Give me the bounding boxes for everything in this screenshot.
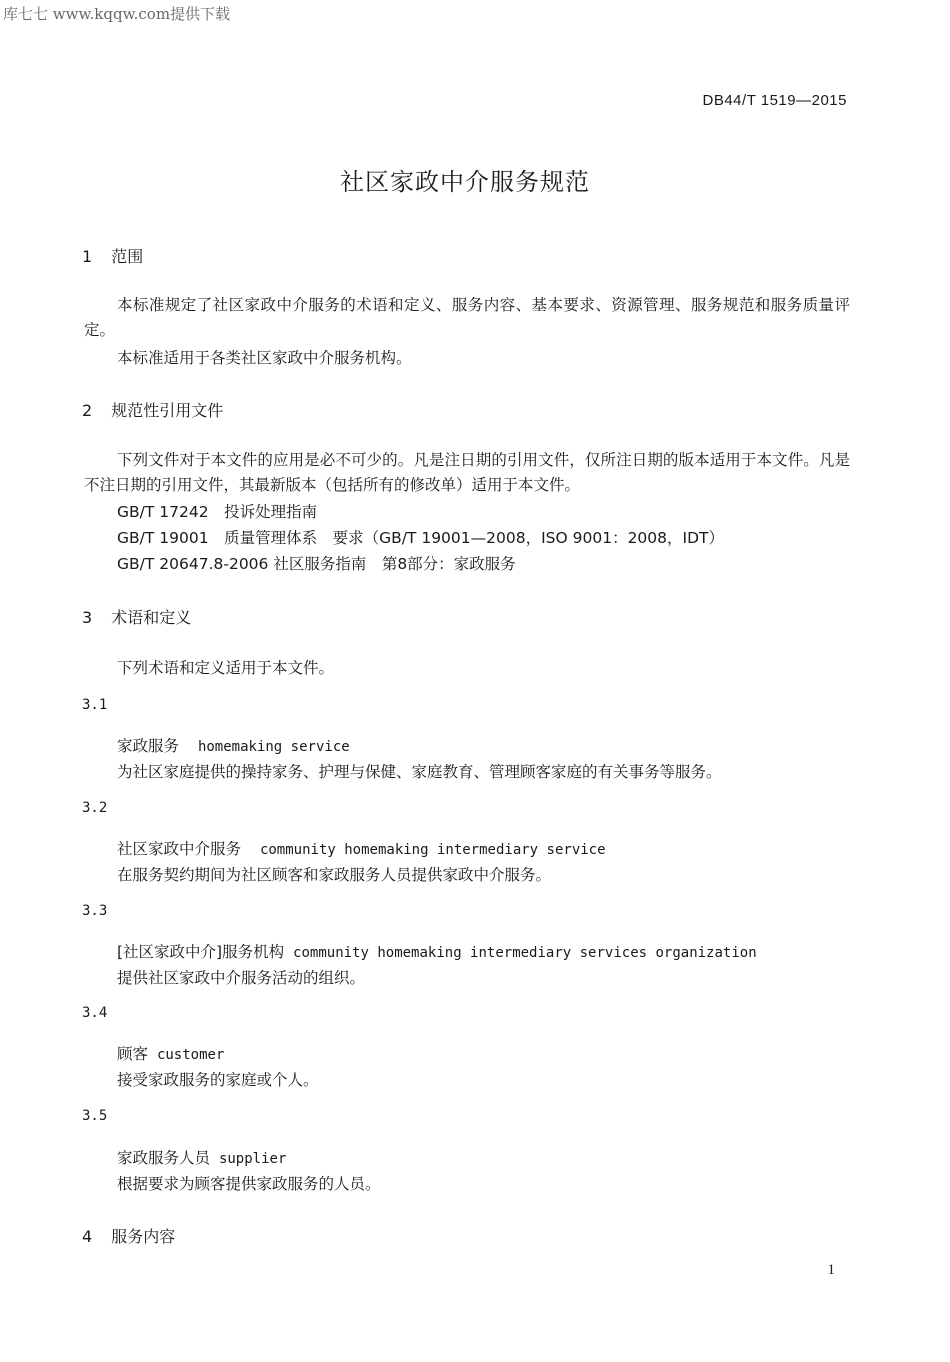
term-en: supplier <box>218 1151 287 1167</box>
term-en: homemaking service <box>197 739 350 755</box>
term-definition: 根据要求为顾客提供家政服务的人员。 <box>117 1175 381 1193</box>
reference-item: GB/T 20647.8-2006 社区服务指南 第8部分：家政服务 <box>117 555 516 573</box>
term-zh: 家政服务 <box>117 737 180 755</box>
term-en: community homemaking intermediary services organization <box>293 945 757 961</box>
scope-paragraph-1: 本标准规定了社区家政中介服务的术语和定义、服务内容、基本要求、资源管理、服务规范和服务质量评定。 <box>84 296 850 339</box>
term-heading <box>117 1042 224 1064</box>
term-heading <box>117 837 606 859</box>
reference-item: GB/T 19001 质量管理体系 要求（GB/T 19001—2008，ISO 9001：2008，IDT） <box>117 529 724 547</box>
term-number: 3.3 <box>82 903 108 919</box>
page-number: 1 <box>827 1262 835 1278</box>
scope-paragraph-2: 本标准适用于各类社区家政中介服务机构。 <box>117 349 412 367</box>
section-number: 4 <box>82 1227 93 1246</box>
term-heading <box>117 940 757 962</box>
section-3-heading <box>82 605 191 628</box>
section-title: 规范性引用文件 <box>111 401 224 420</box>
term-number: 3.2 <box>82 800 108 816</box>
section-title: 服务内容 <box>111 1227 176 1246</box>
section-1-heading <box>82 244 143 267</box>
section-2-heading <box>82 398 223 421</box>
term-zh: 社区家政中介服务 <box>117 840 242 858</box>
term-number: 3.1 <box>82 697 108 713</box>
section-title: 术语和定义 <box>111 608 192 627</box>
section-number: 1 <box>82 247 93 266</box>
term-heading <box>117 734 350 756</box>
term-zh: 顾客 <box>117 1045 149 1063</box>
term-number: 3.5 <box>82 1108 108 1124</box>
page-title: 社区家政中介服务规范 <box>340 168 590 196</box>
document-number: DB44/T 1519—2015 <box>702 92 847 109</box>
term-zh: [社区家政中介]服务机构 <box>117 943 285 961</box>
term-zh: 家政服务人员 <box>117 1149 211 1167</box>
term-en: customer <box>156 1047 225 1063</box>
section-number: 3 <box>82 608 93 627</box>
watermark-text: 库七七 www.kqqw.com提供下载 <box>3 5 231 23</box>
term-number: 3.4 <box>82 1005 108 1021</box>
term-definition: 在服务契约期间为社区顾客和家政服务人员提供家政中介服务。 <box>117 866 552 884</box>
term-definition: 提供社区家政中介服务活动的组织。 <box>117 969 366 987</box>
term-heading <box>117 1146 286 1168</box>
terms-intro: 下列术语和定义适用于本文件。 <box>117 659 335 677</box>
section-number: 2 <box>82 401 93 420</box>
section-title: 范围 <box>111 247 144 266</box>
section-4-heading <box>82 1224 175 1247</box>
term-definition: 接受家政服务的家庭或个人。 <box>117 1071 319 1089</box>
term-definition: 为社区家庭提供的操持家务、护理与保健、家庭教育、管理顾客家庭的有关事务等服务。 <box>117 763 722 781</box>
term-en: community homemaking intermediary service <box>259 842 606 858</box>
reference-item: GB/T 17242 投诉处理指南 <box>117 503 318 521</box>
refs-paragraph: 下列文件对于本文件的应用是必不可少的。凡是注日期的引用文件，仅所注日期的版本适用于本文件。凡是不注日期的引用文件，其最新版本（包括所有的修改单）适用于本文件。 <box>84 451 850 494</box>
